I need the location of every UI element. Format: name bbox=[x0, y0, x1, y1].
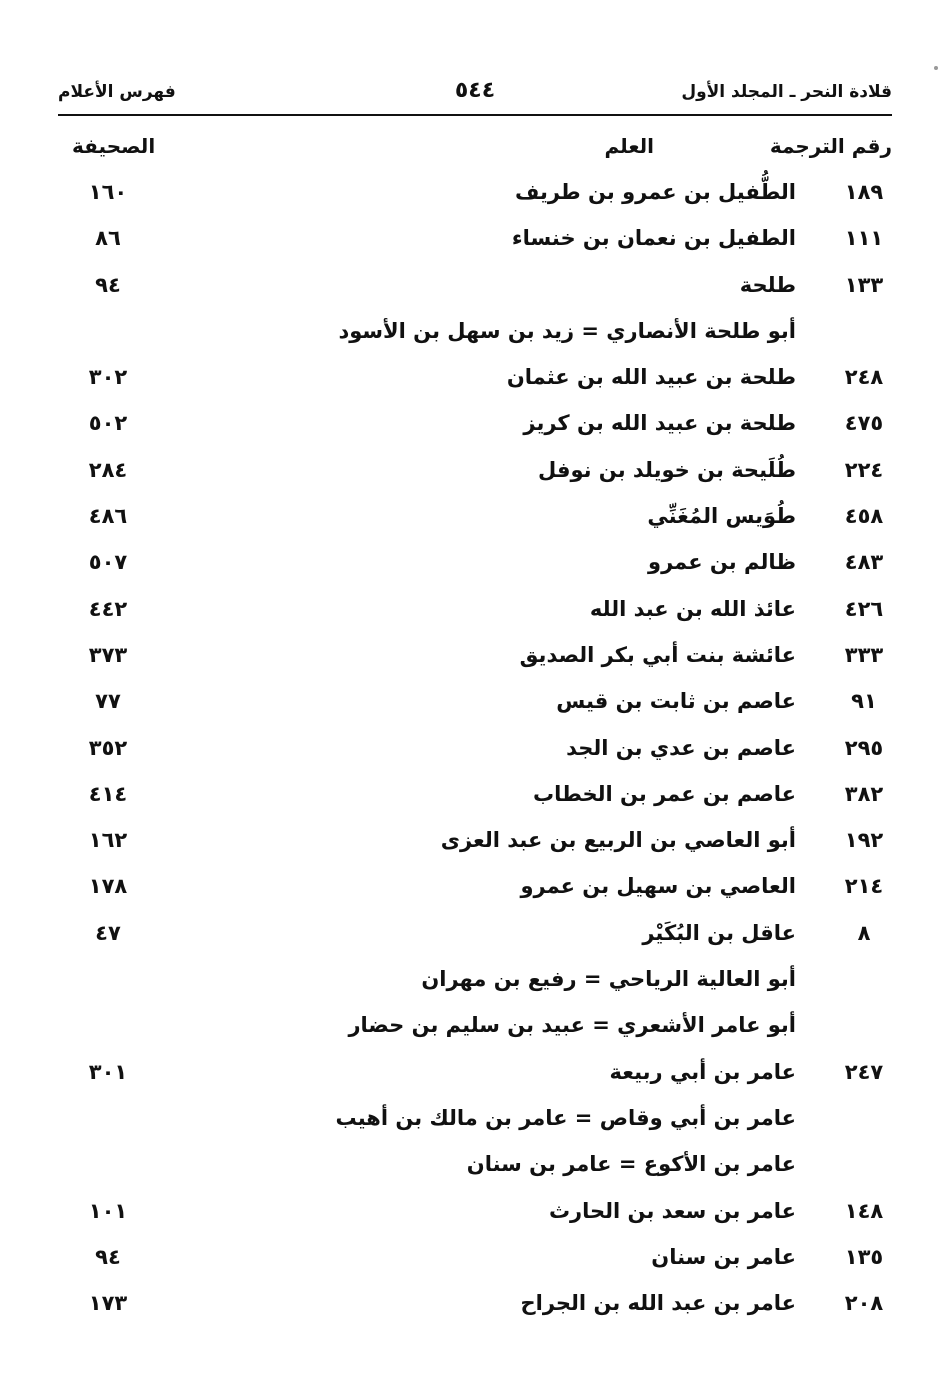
entry-name: ظالم بن عمرو bbox=[648, 550, 796, 575]
entry-page: ٤٨٦ bbox=[88, 504, 128, 529]
entry-name: عاصم بن ثابت بن قيس bbox=[556, 689, 796, 714]
entry-page: ٨٦ bbox=[95, 226, 121, 251]
index-entry bbox=[58, 1237, 892, 1283]
entry-page: ٣٠٢ bbox=[88, 365, 128, 390]
entry-name: طلحة bbox=[739, 272, 796, 297]
entry-number: ١٣٣ bbox=[844, 272, 884, 297]
header-rule bbox=[58, 114, 892, 116]
entry-page: ٤٤٢ bbox=[88, 596, 128, 621]
scan-speck bbox=[934, 66, 938, 70]
entry-number: ٣٣٣ bbox=[844, 642, 884, 667]
entry-name: طلحة بن عبيد الله بن عثمان bbox=[506, 365, 796, 390]
entry-name: عائذ الله بن عبد الله bbox=[589, 596, 796, 621]
index-entry bbox=[58, 589, 892, 635]
entry-number: ٣٨٢ bbox=[844, 781, 884, 806]
index-entry bbox=[58, 728, 892, 774]
entry-name: عامر بن سنان bbox=[651, 1244, 796, 1269]
entry-page: ١٦٢ bbox=[88, 828, 128, 853]
entry-name: أبو عامر الأشعري = عبيد بن سليم بن حضار bbox=[348, 1013, 796, 1038]
entry-page: ٤٧ bbox=[95, 920, 121, 945]
entry-name: عامر بن أبي ربيعة bbox=[609, 1059, 796, 1084]
entry-name: عامر بن الأكوع = عامر بن سنان bbox=[466, 1152, 796, 1177]
entry-page: ٤١٤ bbox=[88, 781, 128, 806]
column-header-number: رقم الترجمة bbox=[769, 134, 892, 158]
entry-number: ٤٥٨ bbox=[844, 504, 884, 529]
entry-page: ٣٧٣ bbox=[88, 642, 128, 667]
index-entry bbox=[58, 1005, 892, 1051]
entry-number: ٤٢٦ bbox=[844, 596, 884, 621]
entry-number: ١٤٨ bbox=[844, 1198, 884, 1223]
entry-name: عائشة بنت أبي بكر الصديق bbox=[519, 642, 796, 667]
section-title: فهرس الأعلام bbox=[58, 82, 176, 102]
column-header-page: الصحيفة bbox=[72, 134, 156, 158]
index-entry bbox=[58, 265, 892, 311]
entry-name: عامر بن سعد بن الحارث bbox=[548, 1198, 796, 1223]
index-entry bbox=[58, 866, 892, 912]
book-title: قلادة النحر ـ المجلد الأول bbox=[681, 82, 892, 102]
page-number: ٥٤٤ bbox=[454, 78, 496, 103]
entry-page: ٩٤ bbox=[95, 1244, 121, 1269]
entry-number: ٢٤٨ bbox=[844, 365, 884, 390]
index-entry bbox=[58, 1098, 892, 1144]
entry-name: العاصي بن سهيل بن عمرو bbox=[520, 874, 796, 899]
running-header bbox=[58, 76, 892, 110]
index-entry bbox=[58, 450, 892, 496]
entry-number: ٨ bbox=[857, 920, 871, 945]
entry-number: ١٩٢ bbox=[844, 828, 884, 853]
entry-name: عامر بن عبد الله بن الجراح bbox=[520, 1291, 796, 1316]
entry-page: ١٠١ bbox=[88, 1198, 128, 1223]
entry-name: أبو العاصي بن الربيع بن عبد العزى bbox=[440, 828, 796, 853]
column-headers bbox=[58, 130, 892, 166]
entry-number: ٩١ bbox=[851, 689, 877, 714]
entry-page: ٧٧ bbox=[95, 689, 121, 714]
entry-number: ٢٠٨ bbox=[844, 1291, 884, 1316]
index-entry bbox=[58, 774, 892, 820]
index-entry bbox=[58, 820, 892, 866]
entry-name: عاصم بن عدي بن الجد bbox=[566, 735, 796, 760]
entry-name: عاقل بن البُكَيْر bbox=[642, 920, 796, 945]
entry-name: عامر بن أبي وقاص = عامر بن مالك بن أهيب bbox=[335, 1105, 796, 1130]
index-entry bbox=[58, 1191, 892, 1237]
entry-page: ١٦٠ bbox=[88, 180, 128, 204]
index-entry bbox=[58, 1144, 892, 1190]
entry-name: طُلَيحة بن خويلد بن نوفل bbox=[537, 457, 796, 482]
entry-page: ٢٨٤ bbox=[88, 457, 128, 482]
index-entry bbox=[58, 959, 892, 1005]
entry-name: أبو طلحة الأنصاري = زيد بن سهل بن الأسود bbox=[338, 318, 796, 343]
index-entry bbox=[58, 172, 892, 218]
index-entry bbox=[58, 681, 892, 727]
entry-number: ١٨٩ bbox=[844, 180, 884, 204]
entry-name: طُوَيس المُغَنِّي bbox=[647, 504, 796, 529]
column-header-name: العلم bbox=[604, 134, 654, 158]
entry-page: ٥٠٧ bbox=[88, 550, 128, 575]
entry-name: الطُّفيل بن عمرو بن طريف bbox=[514, 180, 796, 204]
entry-page: ١٧٣ bbox=[88, 1291, 128, 1316]
entry-page: ٣٠١ bbox=[88, 1059, 128, 1084]
index-entry bbox=[58, 311, 892, 357]
entry-name: طلحة بن عبيد الله بن كريز bbox=[523, 411, 796, 436]
entry-number: ٤٨٣ bbox=[844, 550, 884, 575]
entry-number: ١٣٥ bbox=[844, 1244, 884, 1269]
entry-page: ٩٤ bbox=[95, 272, 121, 297]
index-entry bbox=[58, 496, 892, 542]
index-entry bbox=[58, 403, 892, 449]
entry-page: ٣٥٢ bbox=[88, 735, 128, 760]
entry-name: الطفيل بن نعمان بن خنساء bbox=[511, 226, 796, 251]
index-entry bbox=[58, 913, 892, 959]
entry-number: ٢١٤ bbox=[844, 874, 884, 899]
index-entry bbox=[58, 635, 892, 681]
index-entry bbox=[58, 218, 892, 264]
index-entry bbox=[58, 1052, 892, 1098]
entry-number: ١١١ bbox=[844, 226, 884, 251]
entry-number: ٢٢٤ bbox=[844, 457, 884, 482]
index-entries bbox=[58, 172, 892, 1329]
entry-page: ١٧٨ bbox=[88, 874, 128, 899]
index-entry bbox=[58, 357, 892, 403]
index-entry bbox=[58, 1283, 892, 1329]
index-entry bbox=[58, 542, 892, 588]
entry-number: ٤٧٥ bbox=[844, 411, 884, 436]
entry-name: عاصم بن عمر بن الخطاب bbox=[533, 781, 796, 806]
entry-number: ٢٩٥ bbox=[844, 735, 884, 760]
entry-name: أبو العالية الرياحي = رفيع بن مهران bbox=[421, 967, 796, 992]
entry-number: ٢٤٧ bbox=[844, 1059, 884, 1084]
entry-page: ٥٠٢ bbox=[88, 411, 128, 436]
